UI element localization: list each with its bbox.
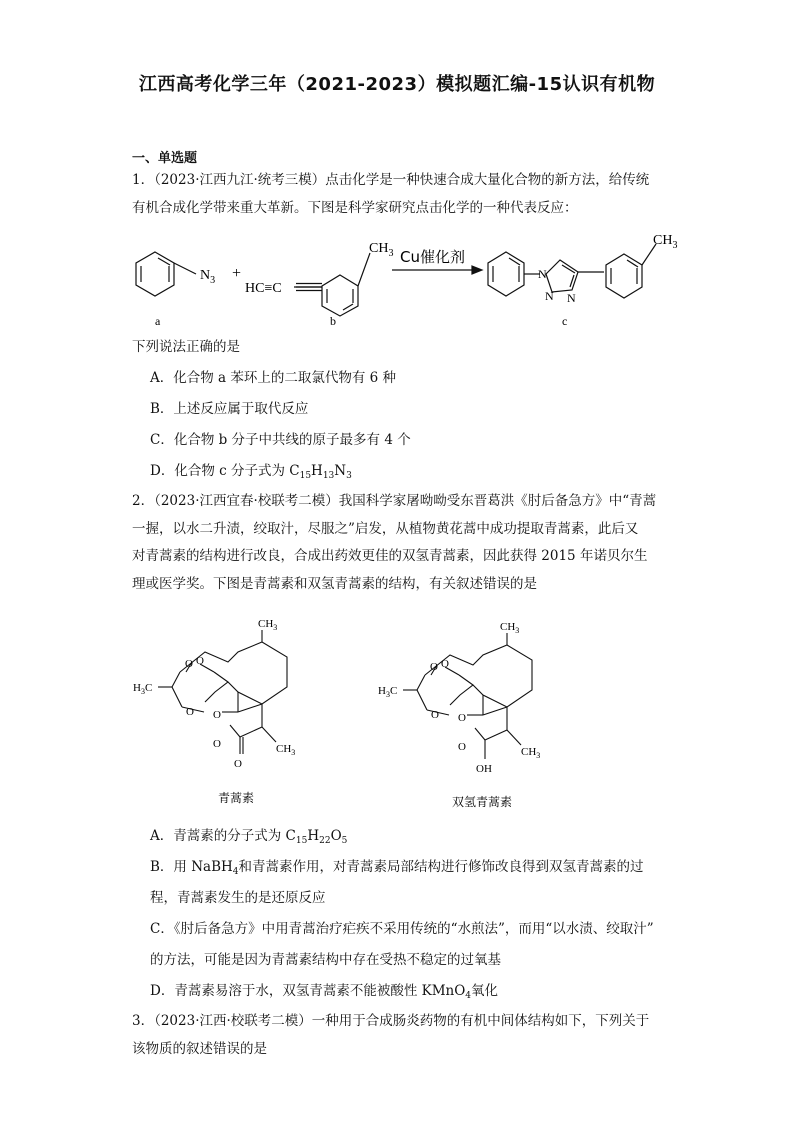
document-title: 江西高考化学三年（2021-2023）模拟题汇编-15认识有机物 (138, 74, 656, 95)
section-heading: 一、单选题 (132, 151, 198, 166)
o-lactol-right: O (458, 741, 466, 753)
q1-stem-line1: 1．（2023·江西九江·统考三模）点击化学是一种快速合成大量化合物的新方法，给传统 (132, 172, 650, 188)
h3c-left: $H_3C$ (133, 682, 153, 696)
triazole-n1: N (538, 267, 547, 281)
q1-option-c: C．化合物 b 分子中共线的原子最多有 4 个 (150, 432, 411, 448)
o-lactone-left: O (213, 738, 221, 750)
ch3-top-left: $CH_3$ (258, 618, 278, 632)
q3-stem (132, 1008, 667, 1063)
q2-stem-line4: 理或医学奖。下图是青蒿素和双氢青蒿素的结构，有关叙述错误的是 (132, 575, 537, 592)
q2-stem (132, 488, 667, 598)
o-peroxide-left-2: O (196, 655, 204, 667)
q1-stem-line2: 有机合成化学带来重大革新。下图是科学家研究点击化学的一种代表反应： (132, 199, 578, 216)
azide-label: $N_3$ (200, 268, 216, 286)
o-carbonyl-left: O (234, 758, 242, 770)
methyl-label-c: $CH_3$ (653, 233, 678, 251)
q1-prompt: 下列说法正确的是 (132, 339, 240, 355)
o-peroxide-right-1: O (430, 661, 438, 673)
benzene-ring-a (136, 252, 174, 296)
label-c: c (562, 314, 568, 328)
q3-stem-line2: 该物质的叙述错误的是 (132, 1040, 267, 1057)
caption-artemisinin: 青蒿素 (218, 791, 255, 805)
ch3-bottom-right: $CH_3$ (521, 746, 541, 760)
label-a: a (155, 314, 161, 328)
q2-structure-figure (0, 612, 794, 817)
q1-option-b: B．上述反应属于取代反应 (150, 401, 309, 417)
q2-option-b-line2: 程，青蒿素发生的是还原反应 (150, 890, 326, 906)
o-bridge-left: O (186, 706, 194, 718)
caption-dihydroartemisinin: 双氢青蒿素 (452, 795, 513, 809)
h3c-right: $H_3C$ (378, 685, 398, 699)
o-peroxide-left-1: O (185, 658, 193, 670)
ch3-top-right: $CH_3$ (500, 621, 520, 635)
triazole-n3: N (567, 291, 576, 305)
alkyne-label: HC≡C (245, 281, 282, 296)
q2-stem-line3: 对青蒿素的结构进行改良，合成出药效更佳的双氢青蒿素，因此获得 2015 年诺贝尔生 (132, 548, 648, 564)
q2-option-a: A．青蒿素的分子式为 $C_{15}H_{22}O_5$ (150, 828, 348, 846)
triazole-n2: N (545, 289, 554, 303)
q2-option-c-line2: 的方法，可能是因为青蒿素结构中存在受热不稳定的过氧基 (150, 952, 501, 968)
o-bridge-right: O (431, 709, 439, 721)
q1-reaction-scheme (0, 230, 794, 350)
q2-option-c-line1: C．《肘后备急方》中用青蒿治疗疟疾不采用传统的“水煎法”，而用“以水渍、绞取汁” (150, 921, 654, 937)
ch3-bottom-left: $CH_3$ (276, 743, 296, 757)
label-b: b (330, 314, 336, 328)
q2-option-d: D．青蒿素易溶于水，双氢青蒿素不能被酸性 KMnO$_4$氧化 (150, 983, 499, 1001)
q1-option-d: D．化合物 c 分子式为 $C_{15}H_{13}N_3$ (150, 463, 352, 481)
catalyst-label: Cu催化剂 (400, 248, 465, 266)
q2-option-b-line1: B．用 NaBH$_4$和青蒿素作用，对青蒿素局部结构进行修饰改良得到双氢青蒿素的过 (150, 859, 644, 877)
oh-right: OH (476, 763, 492, 775)
o-ring-right: O (458, 712, 466, 724)
q3-stem-line1: 3．（2023·江西·校联考二模）一种用于合成肠炎药物的有机中间体结构如下，下列关于 (132, 1013, 650, 1029)
q1-stem (132, 167, 667, 222)
q1-option-a: A．化合物 a 苯环上的二取氯代物有 6 种 (150, 370, 397, 386)
q2-stem-line2: 一握，以水二升渍，绞取汁，尽服之”启发，从植物黄花蒿中成功提取青蒿素，此后又 (132, 520, 639, 537)
q2-stem-line1: 2．（2023·江西宜春·校联考二模）我国科学家屠呦呦受东晋葛洪《肘后备急方》中“青蒿 (132, 493, 657, 509)
o-peroxide-right-2: O (441, 658, 449, 670)
o-ring-left: O (213, 709, 221, 721)
plus-sign: + (232, 265, 242, 282)
methyl-label-b: $CH_3$ (369, 241, 394, 259)
